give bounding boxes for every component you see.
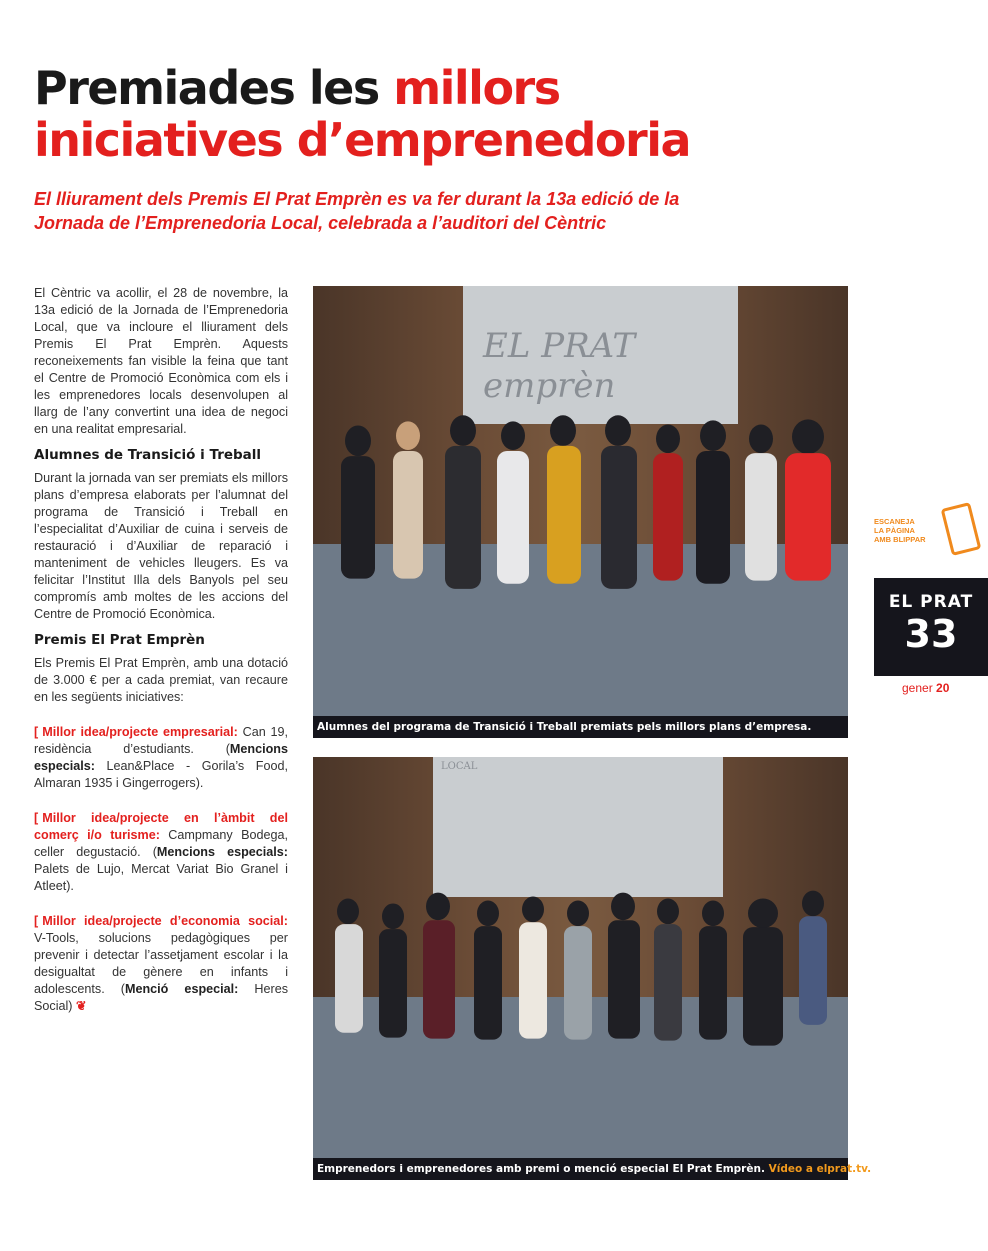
publication-name: EL PRAT [888, 592, 974, 612]
page-title [34, 62, 734, 166]
bullet-icon: [ [34, 914, 39, 928]
photo-entrepreneurs-award [313, 757, 872, 1180]
title-part1: Premiades les [34, 61, 394, 115]
scan-text: ESCANEJA LA PÀGINA AMB BLIPPAR [874, 517, 926, 544]
title-highlight: millors [393, 61, 560, 115]
section2-heading: Premis El Prat Emprèn [34, 632, 205, 648]
end-mark-icon: ❦ [76, 999, 87, 1013]
section1-paragraph: Durant la jornada van ser premiats els millors plans d’empresa elaborats per l’alumnat del programa de Transició i Treball en l’especialitat d’Auxiliar de cuina i serveis de restauració i d’Auxiliar de reparació i manteniment de vehicles lleugers. Es va felicitar l’Institut Illa dels Banyols pel seu compromís amb moltes de les accions del Centre de Promoció Econòmica. [34, 471, 288, 621]
award-item: [ Millor idea/projecte empresarial: Can 19, residència d’estudiants. (Mencions especials: Lean&Place - Gorila’s Food, Almaran 1935 i Gingerrogers). [34, 725, 288, 790]
screen-label: LOCAL [441, 761, 478, 772]
page-subtitle: El lliurament dels Premis El Prat Emprèn es va fer durant la 13a edició de la Jornada de l’Emprenedoria Local, celebrada a l’auditori del Cèntric [34, 189, 680, 233]
award-item: [ Millor idea/projecte en l’àmbit del comerç i/o turisme: Campmany Bodega, celler degustació. (Mencions especials: Palets de Lujo, Mercat Variat Bio Granel i Atleet). [34, 811, 288, 893]
issue-date: gener 20 [902, 681, 950, 695]
page-number-badge [874, 578, 988, 676]
photo-students-award [313, 286, 848, 738]
screen-logo: EL PRAT emprèn [483, 326, 636, 406]
photo2-caption [313, 1158, 872, 1180]
photo2-caption-text: Emprenedors i emprenedores amb premi o menció especial El Prat Emprèn. [317, 1163, 769, 1175]
scan-page-prompt[interactable] [874, 505, 982, 567]
photo1-caption: Alumnes del programa de Transició i Treball premiats pels millors plans d’empresa. [313, 716, 848, 738]
article-column [34, 285, 288, 1021]
page-number: 33 [904, 612, 958, 656]
phone-scan-icon [941, 502, 982, 556]
title-part2: iniciatives d’emprenedoria [34, 113, 691, 167]
intro-paragraph: El Cèntric va acollir, el 28 de novembre, la 13a edició de la Jornada de l’Emprenedoria Local, que va incloure el lliurament dels Premis El Prat Emprèn. Aquests reconeixements fan visible la feina que tant el Centre de Promoció Econòmica com els i les emprenedores locals desenvolupen al llarg de l’any convertint una idea de negoci en una realitat empresarial. [34, 286, 288, 436]
bullet-icon: [ [34, 725, 39, 739]
section2-paragraph: Els Premis El Prat Emprèn, amb una dotació de 3.000 € per a cada premiat, van recaure en les següents iniciatives: [34, 656, 288, 704]
award-item: [ Millor idea/projecte d’economia social: V-Tools, solucions pedagògiques per prevenir i detectar l’assetjament escolar i la desigualtat de gènere en infants i adolescents. (Menció especial: Heres Social) ❦ [34, 914, 289, 1013]
bullet-icon: [ [34, 811, 39, 825]
group-people [313, 862, 848, 1158]
group-people [313, 400, 848, 716]
section1-heading: Alumnes de Transició i Treball [34, 447, 262, 463]
video-link[interactable]: Vídeo a elprat.tv. [768, 1163, 872, 1175]
